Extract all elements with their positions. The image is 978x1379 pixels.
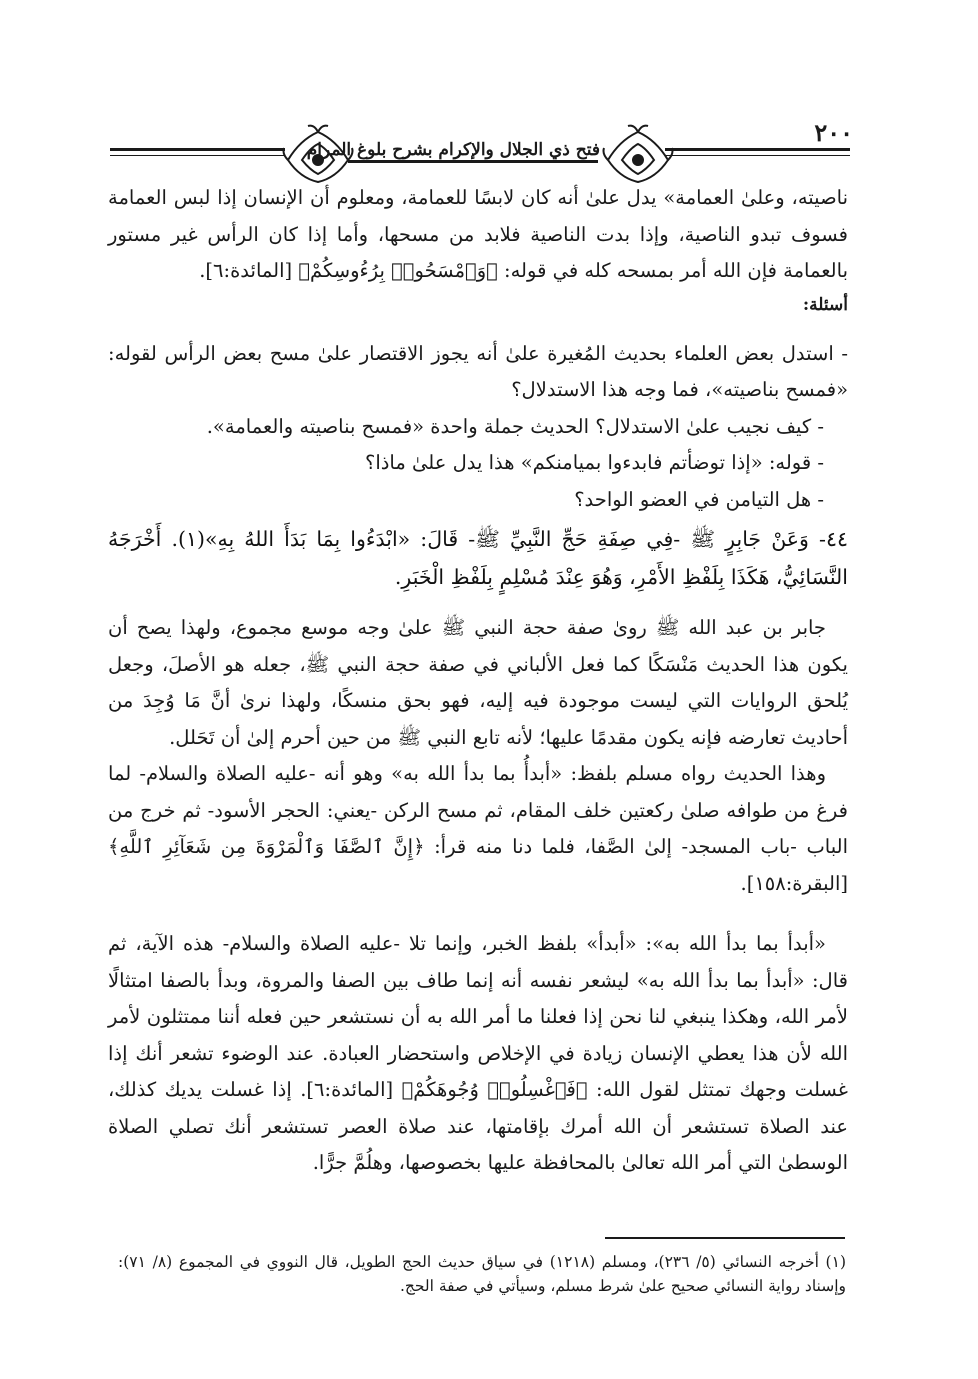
header-rule-right-thick bbox=[665, 148, 850, 151]
question-item: - قوله: «إذا توضأتم فابدءوا بميامنكم» هذا يدل علىٰ ماذا؟ bbox=[364, 451, 824, 474]
header-rule-left-thin bbox=[110, 155, 285, 156]
header-rule-left-thick bbox=[110, 148, 285, 151]
hadith-text: ٤٤- وَعَنْ جَابِرٍ ﷺ -فِي صِفَةِ حَجِّ النَّبِيِّ ﷺ- قَالَ: «ابْدَءُوا بِمَا بَدَأَ اللهُ بِهِ»(١). أَخْرَجَهُ النَّسَائِيُّ، هَكَذَا بِلَفْظِ الأَمْرِ، وَهُوَ عِنْدَ مُسْلِمٍ بِلَفْظِ الْخَبَرِ. bbox=[108, 527, 848, 589]
question-item: - كيف نجيب علىٰ الاستدلال؟ الحديث جملة واحدة «فمسح بناصيته والعمامة». bbox=[206, 414, 824, 438]
page-number: ٢٠٠ bbox=[814, 118, 853, 147]
footnote bbox=[118, 1250, 846, 1298]
explanation-paragraph: «أبدأ بما بدأ الله به»: «أبدأ» بلفظ الخبر، وإنما تلا -عليه الصلاة والسلام- هذه الآية، ثم قال: «أبدأ بما بدأ الله به» ليشعر نفسه أنه إنما طاف بين الصفا والمروة، وبدأ بالصفا امتثالًا لأمر الله، وهكذا ينبغي لنا نحن إذا فعلنا ما أمر الله به أن نستشعر حين فعله أننا ممتثلون لأمر الله لأن هذا يعطي الإنسان زيادة في الإخلاص واستحضار العبادة. عند الوضوء تشعر أنك إذا غسلت وجهك تمتثل لقول الله: ﴿فَٱغْسِلُوا۟ وُجُوهَكُمْ﴾ [المائدة:٦]. إذا غسلت يديك كذلك، عند الصلاة تستشعر أن الله أمرك بإقامتها، عند صلاة العصر تستشعر أنك تصلي الصلاة الوسطىٰ التي أمر الله تعالىٰ بالمحافظة عليها بخصوصها، وهلُمَّ جرًّا. bbox=[108, 932, 849, 1174]
right-ornament-icon bbox=[600, 120, 675, 185]
footnote-text: (١) أخرجه النسائي (٥/ ٢٣٦)، ومسلم (١٢١٨) في سياق حديث الحج الطويل، قال النووي في المجموع (٨/ ٧١): وإسناد رواية النسائي صحيح علىٰ شرط مسلم، وسيأتي في صفة الحج. bbox=[118, 1253, 846, 1295]
intro-paragraph: ناصيته، وعلىٰ العمامة» يدل علىٰ أنه كان لابسًا للعمامة، ومعلوم أن الإنسان إذا لبس العمامة فسوف تبدو الناصية، وإذا بدت الناصية فلابد من مسحها، وأما إذا كان الرأس غير مستور بالعمامة فإن الله أمر بمسحه كله في قوله: ﴿وَٱمْسَحُوا۟ بِرُءُوسِكُمْ﴾ [المائدة:٦]. bbox=[108, 186, 848, 282]
explanation-paragraph: وهذا الحديث رواه مسلم بلفظ: «أبدأُ بما بدأ الله به» وهو أنه -عليه الصلاة والسلام- لما فرغ من طوافه صلىٰ ركعتين خلف المقام، ثم مسح الركن -يعني: الحجر الأسود- ثم خرج من الباب -باب المسجد- إلىٰ الصَّفا، فلما دنا منه قرأ: ﴿إِنَّ ٱلصَّفَا وَٱلْمَرْوَةَ مِن شَعَآئِرِ ٱللَّهِ﴾ [البقرة:١٥٨]. bbox=[108, 762, 848, 895]
running-title: فتح ذي الجلال والإكرام بشرح بلوغ المرام bbox=[306, 140, 600, 160]
footnote-divider bbox=[605, 1237, 845, 1239]
explanation-paragraph: جابر بن عبد الله ﷺ روىٰ صفة حجة النبي ﷺ علىٰ وجه موسع مجموع، ولهذا يصح أن يكون هذا الحديث مَنْسَكًا كما فعل الألباني في صفة حجة النبي ﷺ، جعله هو الأصلَ، وجعل يُلحق الروايات التي ليست موجودة فيه إليه، فهو بحق منسكًا، ولهذا نرىٰ أنَّ مَا وُجِدَ من أحاديث تعارضه فإنه يكون مقدمًا عليها؛ لأنه تابع النبي ﷺ من حين أحرم إلىٰ أن تَحَلل. bbox=[108, 616, 848, 749]
header-rule-right-thin bbox=[665, 155, 850, 156]
main-text bbox=[108, 180, 848, 1182]
question-item: - هل التيامن في العضو الواحد؟ bbox=[574, 487, 824, 511]
question-item: - استدل بعض العلماء بحديث المُغيرة علىٰ أنه يجوز الاقتصار علىٰ مسح بعض الرأس لقوله: «فمسح بناصيته»، فما وجه هذا الاستدلال؟ bbox=[108, 341, 848, 401]
header-rule-mid-thick bbox=[348, 160, 598, 163]
questions-heading: أسئلة: bbox=[802, 294, 848, 315]
page-header bbox=[110, 110, 855, 185]
